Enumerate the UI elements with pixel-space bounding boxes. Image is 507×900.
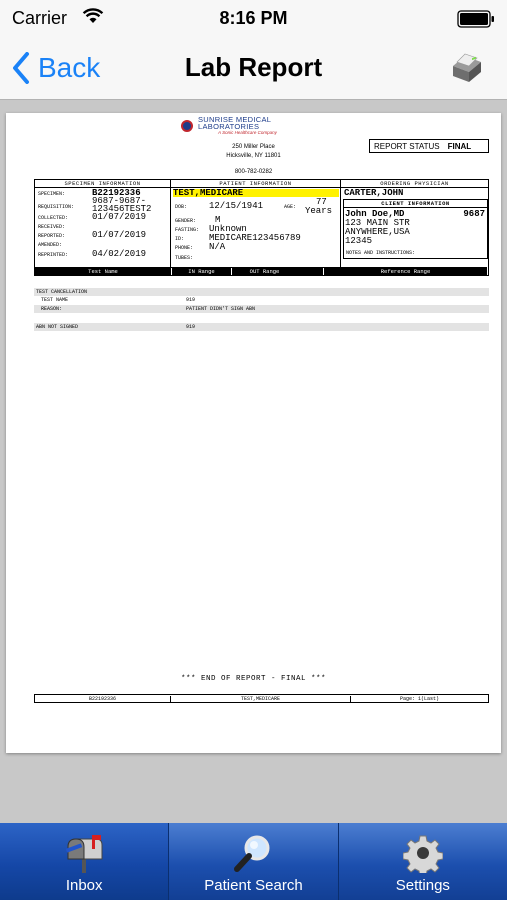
result-label: REASON: <box>41 306 63 312</box>
id-value: MEDICARE123456789 <box>209 233 301 243</box>
report-status-value: FINAL <box>447 141 472 151</box>
age-unit: Years <box>305 206 333 216</box>
tab-settings-label: Settings <box>395 877 450 894</box>
collected-value: 01/07/2019 <box>92 212 147 222</box>
back-button[interactable] <box>12 50 100 86</box>
age-label: AGE: <box>284 204 297 210</box>
specimen-value: B22192336 <box>92 188 141 198</box>
tab-settings[interactable] <box>339 823 507 900</box>
phone-label: PHONE: <box>175 245 194 251</box>
footer-page: Page: 1(Last) <box>399 695 439 702</box>
client-code: 9687 <box>463 209 485 219</box>
status-bar <box>0 0 507 38</box>
reprinted-label: REPRINTED: <box>38 252 69 258</box>
lab-logo <box>181 116 288 135</box>
patient-info <box>171 180 341 267</box>
report-page <box>6 113 501 753</box>
dob-label: DOB: <box>175 204 188 210</box>
client-address-2: ANYWHERE,USA <box>345 227 410 237</box>
footer-patient: TEST,MEDICARE <box>171 696 351 702</box>
lab-address-line2: Hicksville, NY 11801 <box>226 153 281 159</box>
gender-label: GENDER: <box>175 218 197 224</box>
requisition-label: REQUISITION: <box>38 204 75 210</box>
specimen-info <box>35 180 171 267</box>
logo-mark <box>181 120 193 132</box>
footer-specimen: B22192336 <box>35 696 171 702</box>
reported-value: 01/07/2019 <box>92 230 147 240</box>
magnifier-icon <box>233 833 273 873</box>
physician-header: ORDERING PHYSICIAN <box>341 180 488 188</box>
carrier-label: Carrier <box>12 8 68 28</box>
tab-inbox-label: Inbox <box>65 877 103 894</box>
result-row <box>34 323 489 331</box>
client-info <box>343 199 488 259</box>
result-label: TEST NAME <box>41 297 69 303</box>
tab-bar <box>0 823 507 900</box>
notes-label: NOTES AND INSTRUCTIONS: <box>346 250 416 256</box>
result-label: ABN NOT SIGNED <box>36 324 79 330</box>
received-label: RECEIVED: <box>38 224 66 230</box>
collected-label: COLLECTED: <box>38 215 69 221</box>
col-test-name: Test Name <box>88 267 118 275</box>
page-title: Lab Report <box>184 52 323 82</box>
client-header: CLIENT INFORMATION <box>344 200 487 208</box>
tab-patient-search-label: Patient Search <box>204 877 303 894</box>
tab-patient-search[interactable] <box>169 823 338 900</box>
report-footer <box>34 694 489 703</box>
fasting-value: Unknown <box>209 224 247 234</box>
gender-value: M <box>215 215 221 225</box>
patient-name: TEST,MEDICARE <box>173 189 339 197</box>
result-value: 919 <box>186 324 196 330</box>
client-zip: 12345 <box>345 236 373 246</box>
tubes-label: TUBES: <box>175 255 194 261</box>
lab-name: SUNRISE MEDICAL LABORATORIES <box>198 115 271 131</box>
report-info-grid <box>34 179 489 276</box>
client-address-1: 123 MAIN STR <box>345 218 410 228</box>
mailbox-icon <box>62 835 106 873</box>
id-label: ID: <box>175 236 185 242</box>
results-column-header <box>35 267 487 275</box>
section-title: TEST CANCELLATION <box>36 289 88 295</box>
amended-label: AMENDED: <box>38 242 63 248</box>
results-section-header <box>34 288 489 296</box>
client-name: John Doe,MD <box>345 209 405 219</box>
result-value: PATIENT DIDN'T SIGN ABN <box>186 306 256 312</box>
battery-icon <box>457 10 495 33</box>
dob-value: 12/15/1941 <box>209 201 264 211</box>
result-value: 919 <box>186 297 196 303</box>
phone-value: N/A <box>209 242 226 252</box>
printer-icon[interactable] <box>445 48 485 91</box>
tab-inbox[interactable] <box>0 823 169 900</box>
result-row <box>34 296 489 304</box>
fasting-label: FASTING: <box>175 227 200 233</box>
back-label: Back <box>38 52 101 83</box>
lab-phone: 800-782-0282 <box>234 169 273 175</box>
clock: 8:16 PM <box>219 8 288 28</box>
lab-tagline: A Sonic Healthcare Company <box>218 130 277 135</box>
age-value: 77 <box>316 197 327 207</box>
report-status <box>369 139 489 153</box>
requisition-value-1: 9687-9687- <box>92 196 147 206</box>
end-of-report: *** END OF REPORT - FINAL *** <box>180 675 327 683</box>
col-reference-range: Reference Range <box>323 268 487 275</box>
gear-icon <box>403 833 443 873</box>
specimen-label: SPECIMEN: <box>38 191 66 197</box>
result-row <box>34 305 489 313</box>
requisition-value-2: 123456TEST2 <box>92 204 152 214</box>
specimen-header: SPECIMEN INFORMATION <box>35 180 170 188</box>
lab-address-line1: 250 Miller Place <box>232 144 275 150</box>
col-out-range: OUT Range <box>231 268 297 275</box>
patient-header: PATIENT INFORMATION <box>171 180 340 188</box>
navigation-bar <box>0 38 507 100</box>
reprinted-value: 04/02/2019 <box>92 249 147 259</box>
report-viewer[interactable] <box>0 101 507 823</box>
report-status-label: REPORT STATUS <box>374 141 440 151</box>
physician-name: CARTER,JOHN <box>344 188 404 198</box>
chevron-left-icon <box>12 52 30 84</box>
physician-info <box>341 180 488 267</box>
col-in-range: IN Range <box>171 268 231 275</box>
reported-label: REPORTED: <box>38 233 66 239</box>
